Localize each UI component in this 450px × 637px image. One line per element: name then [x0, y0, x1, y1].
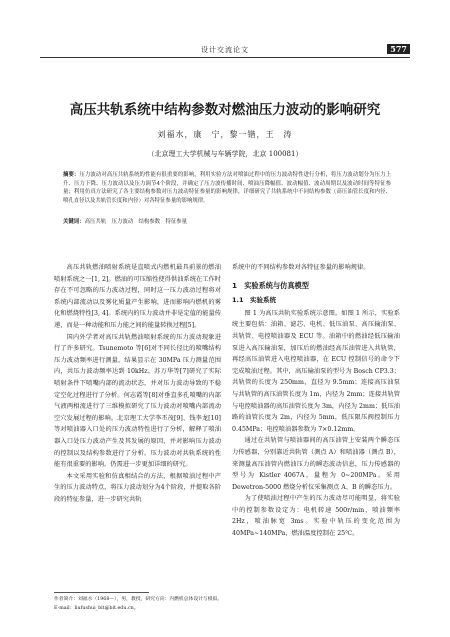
paragraph: 高压共轨燃油喷射系统是直喷式内燃机最具前景的燃油喷射系统之一[1, 2]。燃油的可压缩性使得供油系统在工作时存在不可忽略的压力波动过程，同时这一压力波动过程将对系统内部流动以及雾化质量产生影响，进而影响内燃机的雾化和燃烧特性[3, 4]。系统内的压力波动并非是定值的能量传递，而是一种动能和压力能之间的能量转换过程[5]。: [54, 264, 221, 329]
abstract-label: 摘要：: [63, 172, 80, 178]
author-info: 作者简介：刘福水（1968—），男，教授，研究方向：内燃机总体设计与模拟。: [54, 597, 223, 602]
keywords: [63, 217, 393, 225]
paragraph: 国内外学者对高压共轨燃油喷射系统的压力波动现象进行了许多研究。Tsunemoto 等[6]对不同长径比的喷嘴结构压力波动频率进行测量，结果显示在 30MPa 压力测量范围内，共压力波动频率达到 10kHz。苏万华等[7]研究了实际喷射条件下喷嘴内部的流动状态，并对压力波动导致的不稳定空化过程进行了分析。何志霞等[8]对垂直多孔喷嘴的内部气液两相流进行了三维模拟研究了压力波动对喷嘴内部流动空穴发展过程的影响。北京理工大学李丕茂[9]、钱李龙[10]等对喷油器入口处的压力波动特性进行了分析，解释了喷油器入口处压力波动产生及其发展的原因，并对影响压力波动的控制以及结构参数进行了分析。压力波动对共轨系统的性能有很重要的影响，仍需进一步更加详细的研究。: [54, 333, 221, 469]
left-column: [54, 262, 221, 584]
paragraph: 通过在共轨管与喷油器间的高压油管上安装两个瞬态压力传感器，分别靠近共轨管（测点 A）和喷油器（测点 B），来测量高压油管内燃油压力的瞬态波动信息，压力传感器的型号为 Kistler 4067A，量程为 0~200MPa。采用 Dewetron-5000 燃烧分析仪采集测点 A、B 的瞬态压力。: [232, 437, 400, 491]
journal-name: 设计交流论文: [201, 46, 249, 54]
header-rule: [40, 57, 410, 58]
section-heading: 1 实验系统与仿真模型: [232, 280, 309, 290]
keywords-text: 高压共轨 压力波动 结构参数 特征参量: [84, 219, 188, 225]
footnote: [54, 595, 224, 613]
authors: 刘福水，康 宁，黎一锴，王 涛: [157, 130, 293, 139]
affiliation: （北京理工大学机械与车辆学院，北京 100081）: [147, 150, 303, 158]
page-number: 577: [387, 44, 410, 54]
paragraph: 为了使喷油过程中产生的压力波动尽可能明显，将实验中的控制参数设定为：电机转速 500r/min，喷油频率 2Hz，喷油脉宽 3ms。实验中轨压的变化范围为 40MPa~140MPa，燃油温度控制在 25℃。: [232, 495, 400, 538]
paper-title: 高压共轨系统中结构参数对燃油压力波动的影响研究: [69, 102, 381, 118]
paragraph: 本文采用实验和仿真相结合的方法，根据喷油过程中产生的压力波动特点，将压力波动划分为4个阶段，并提取各阶段的特征参量，进一步研究共轨: [54, 472, 221, 503]
keywords-label: 关键词：: [63, 219, 85, 225]
abstract-text: 压力波动对高压共轨系统的性能有很重要的影响，利用实验方法对喷油过程中的压力波动特性进行分析，将压力波动划分为压力上升、压力下降、压力波动以及压力调节4个阶段，并确定了压力波传播时间、喷油压降幅值、波动幅值、波动周期以及波动时间等特征参量；利用仿真方法研究了各主要结构参数对压力波动特征参量的影响规律，详细研究了共轨系统中不同结构参数（高压油管长度和内径、喷孔直径以及共轨管长度和内径）对各特征参量的影响规律。: [63, 172, 391, 204]
abstract: [63, 171, 391, 205]
paragraph: 图 1 为高压共轨实验系统示意图。如图 1 所示，实验系统主要包括：油箱、滤芯、电机、低压油泵、高压输油泵、共轨管、电控喷油器及 ECU 等。油箱中的燃油经低压输油泵进入高压输油泵，加压后的燃油经高压油管进入共轨管，再经高压油管进入电控喷油器，在 ECU 控制信号的命令下完成喷油过程。其中，高压输油泵的型号为 Bosch CP3.3；共轨管的长度为 250mm，直径为 9.5mm；连接高压油泵与共轨管的高压油管长度为 1m，内径为 2mm；连接共轨管与电控喷油器的高压油管长度为 3m，内径为 2mm；低压油路的油管长度为 2m，内径为 5mm，低压限压阀控制压力 0.45MPa；电控喷油器参数为 7×0.12mm。: [232, 309, 400, 433]
paragraph-continuation: 系统中的不同结构参数对各特征参量的影响规律。: [232, 264, 370, 271]
subsection-heading: 1.1 实验系统: [232, 296, 277, 305]
author-email: E-mail：liufushui_bit@bit.edu.cn。: [54, 606, 139, 611]
right-column: [232, 262, 400, 590]
footnote-rule: [54, 592, 149, 593]
